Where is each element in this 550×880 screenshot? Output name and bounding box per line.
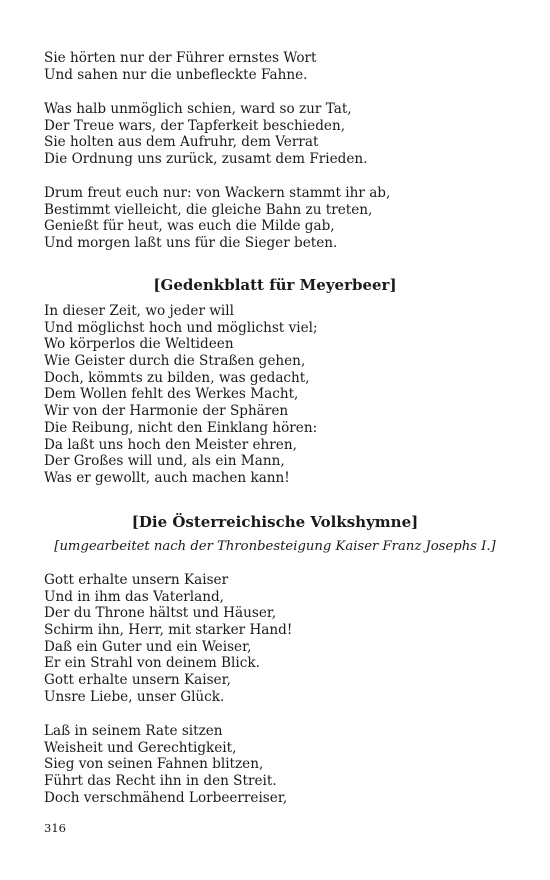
verse-line: Führt das Recht ihn in den Streit. [44,773,277,790]
stanza-1 [44,50,514,83]
verse-line: Sie holten aus dem Aufruhr, dem Verrat [44,134,319,151]
verse-line: Und möglichst hoch und möglichst viel; [44,319,318,336]
poem-subtitle-volkshymne: [umgearbeitet nach der Thronbesteigung Kaiser Franz Josephs I.] [54,539,496,554]
verse-line: Doch verschmähend Lorbeerreiser, [44,789,288,806]
verse-line: Der Treue wars, der Tapferkeit beschieden, [44,117,346,134]
verse-line: Wo körperlos die Weltideen [44,336,234,353]
stanza-hymne-2 [44,723,514,806]
verse-line: Daß ein Guter und ein Weiser, [44,638,252,655]
verse-line: Genießt für heut, was euch die Milde gab, [44,218,335,235]
verse-line: Da laßt uns hoch den Meister ehren, [44,436,297,453]
verse-line: Dem Wollen fehlt des Werkes Macht, [44,386,299,403]
verse-line: Schirm ihn, Herr, mit starker Hand! [44,622,293,639]
verse-line: Und in ihm das Vaterland, [44,588,224,605]
verse-line: Er ein Strahl von deinem Blick. [44,655,260,672]
poem-title-meyerbeer: [Gedenkblatt für Meyerbeer] [153,276,397,294]
verse-line: Der du Throne hältst und Häuser, [44,605,277,622]
verse-line: Gott erhalte unsern Kaiser, [44,672,231,689]
verse-line: Weisheit und Gerechtigkeit, [44,739,237,756]
verse-line: Die Ordnung uns zurück, zusamt dem Frieden. [44,151,368,168]
verse-line: Gott erhalte unsern Kaiser [44,572,229,588]
verse-line: Wir von der Harmonie der Sphären [44,403,289,420]
page-number: 316 [44,821,66,835]
stanza-hymne-1 [44,572,514,706]
verse-line: Bestimmt vielleicht, die gleiche Bahn zu treten, [44,201,373,218]
verse-line: Und sahen nur die unbefleckte Fahne. [44,66,308,83]
verse-line: Unsre Liebe, unser Glück. [44,688,225,705]
verse-line: Und morgen laßt uns für die Sieger beten. [44,235,338,252]
verse-line: Sieg von seinen Fahnen blitzen, [44,756,264,773]
verse-line: Sie hörten nur der Führer ernstes Wort [44,50,317,66]
verse-line: Der Großes will und, als ein Mann, [44,453,285,470]
verse-line: In dieser Zeit, wo jeder will [44,303,234,319]
poem-title-volkshymne: [Die Österreichische Volkshymne] [131,513,419,531]
verse-line: Was halb unmöglich schien, ward so zur Tat, [44,101,352,117]
stanza-3 [44,185,514,252]
verse-line: Laß in seinem Rate sitzen [44,723,223,739]
verse-line: Was er gewollt, auch machen kann! [44,469,290,486]
verse-line: Wie Geister durch die Straßen gehen, [44,353,306,370]
verse-line: Die Reibung, nicht den Einklang hören: [44,419,318,436]
verse-line: Drum freut euch nur: von Wackern stammt ihr ab, [44,185,391,201]
verse-line: Doch, kömmts zu bilden, was gedacht, [44,369,310,386]
stanza-2 [44,101,514,168]
stanza-meyerbeer [44,303,514,487]
